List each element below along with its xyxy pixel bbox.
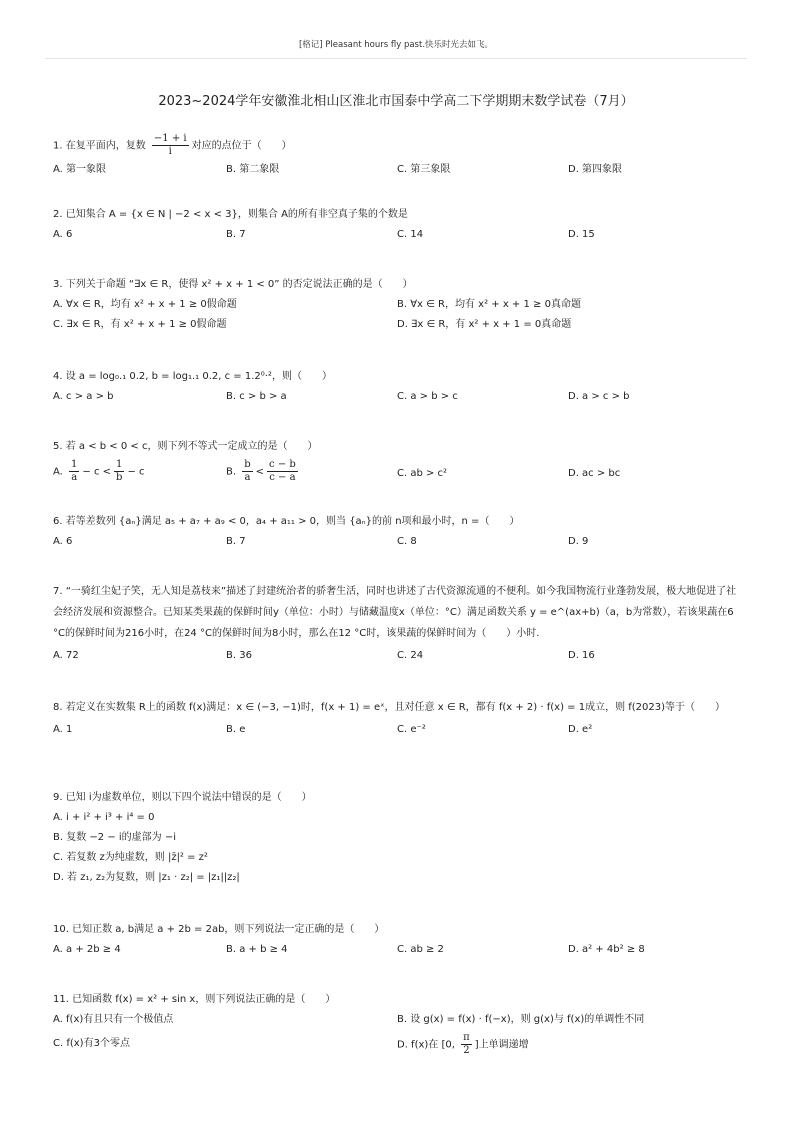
options-row [53,227,743,245]
option-d: D. f(x)在 [0, $\frac{\pi}{2}$ ]上单调递增 [397,1032,529,1056]
option-a: A. 第一象限 [53,164,107,175]
question-stem: 8. 若定义在实数集 R上的函数 f(x)满足：x ∈ (−3, −1)时，f(x + 1) = eˣ，且对任意 x ∈ R，都有 f(x + 2) · f(x) = 1成立，则 f(2023)等于（ ） [53,702,726,713]
question-6 [53,514,743,552]
options-row [53,162,743,180]
option-c: C. 8 [397,536,417,547]
option-b: B. ∀x ∈ R，均有 x² + x + 1 ≥ 0真命题 [397,299,581,310]
option-c: C. ∃x ∈ R，有 x² + x + 1 ≥ 0假命题 [53,319,227,330]
option-b: B. $\frac{b}{a}$ < $\frac{c - b}{c - a}$ [226,459,296,483]
option-b: B. 第二象限 [226,164,280,175]
options-row [53,317,743,335]
option-b: B. 7 [226,536,246,547]
options-row [53,942,743,960]
option-c: C. 24 [397,650,424,661]
options-row [53,648,743,666]
options-row [53,722,743,740]
option-d: D. ac > bc [568,468,621,479]
question-stem: 6. 若等差数列 {aₙ}满足 a₅ + a₇ + a₉ < 0，a₄ + a₁₁ > 0，则当 {aₙ}的前 n项和最小时，n =（ ） [53,516,520,527]
option-d: D. a > c > b [568,391,630,402]
question-stem: 7. “一骑红尘妃子笑，无人知是荔枝来”描述了封建统治者的骄奢生活，同时也讲述了古代资源流通的不便利。如今我国物流行业蓬勃发展，极大地促进了社会经济发展和资源整合。已知某类果蔬的保鲜时间y（单位：小时）与储藏温度x（单位：°C）满足函数关系 y = e^(ax+b)（a，b为常数），若该果蔬在6 °C的保鲜时间为216小时，在24 °C的保鲜时间为8小时，那么在12 °C时，该果蔬的保鲜时间为（ ）小时. [53,586,737,639]
option-d: D. ∃x ∈ R，有 x² + x + 1 = 0真命题 [397,319,572,330]
option-a: A. $\frac{1}{a}$ − c < $\frac{1}{b}$ − c [53,459,145,483]
option-c: C. f(x)有3个零点 [53,1038,130,1049]
option-a: A. a + 2b ≥ 4 [53,944,121,955]
question-5 [53,439,743,489]
question-stem: 3. 下列关于命题 “∃x ∈ R，使得 x² + x + 1 < 0” 的否定说法正确的是（ ） [53,279,413,290]
option-c: C. e⁻² [397,724,426,735]
options-row [53,534,743,552]
option-b: B. a + b ≥ 4 [226,944,288,955]
option-a: A. i + i² + i³ + i⁴ = 0 [53,812,155,823]
option-a: A. ∀x ∈ R，均有 x² + x + 1 ≥ 0假命题 [53,299,237,310]
question-stem: 10. 已知正数 a, b满足 a + 2b = 2ab，则下列说法一定正确的是（ ） [53,924,385,935]
option-a: A. 72 [53,650,79,661]
option-b: B. 复数 −2 − i的虚部为 −i [53,832,176,843]
page-title: 2023~2024学年安徽淮北相山区淮北市国泰中学高二下学期期末数学试卷（7月） [158,94,634,109]
option-a: A. f(x)有且只有一个极值点 [53,1014,174,1025]
header-note: [格记] Pleasant hours fly past.快乐时光去如飞。 [298,40,494,50]
question-2 [53,207,743,245]
option-b: B. 设 g(x) = f(x) · f(−x)，则 g(x)与 f(x)的单调性不同 [397,1014,645,1025]
option-b: B. 7 [226,229,246,240]
option-d: D. 第四象限 [568,164,623,175]
question-stem: 4. 设 a = log₀.₁ 0.2, b = log₁.₁ 0.2, c = 1.2⁰·²，则（ ） [53,371,332,382]
option-a: A. 6 [53,536,73,547]
option-d: D. 若 z₁, z₂为复数，则 |z₁ · z₂| = |z₁||z₂| [53,872,240,883]
options-row [53,1032,743,1058]
option-a: A. c > a > b [53,391,114,402]
options-row [53,297,743,315]
question-10 [53,922,743,960]
option-d: D. 16 [568,650,595,661]
question-1 [53,133,743,180]
option-d: D. 15 [568,229,595,240]
option-b: B. c > b > a [226,391,287,402]
question-stem: 2. 已知集合 A = {x ∈ N | −2 < x < 3}，则集合 A的所有非空真子集的个数是 [53,209,408,220]
options-column [53,810,743,886]
option-c: C. a > b > c [397,391,458,402]
option-c: C. ab ≥ 2 [397,944,444,955]
option-a: A. 6 [53,229,73,240]
option-a: A. 1 [53,724,73,735]
question-11 [53,992,743,1058]
option-d: D. 9 [568,536,589,547]
option-b: B. 36 [226,650,252,661]
question-9 [53,790,743,886]
question-4 [53,369,743,407]
fraction: $\frac{-1 + i}{i}$ [153,133,187,157]
option-c: C. 第三象限 [397,164,451,175]
option-c: C. 若复数 z为纯虚数，则 |z̄|² = z² [53,852,208,863]
question-stem: 11. 已知函数 f(x) = x² + sin x，则下列说法正确的是（ ） [53,994,336,1005]
option-c: C. ab > c² [397,468,448,479]
header-divider [45,58,747,59]
option-c: C. 14 [397,229,424,240]
options-row [53,459,743,489]
option-b: B. e [226,724,246,735]
question-7 [53,581,743,666]
question-3 [53,277,743,335]
question-stem: 5. 若 a < b < 0 < c，则下列不等式一定成立的是（ ） [53,441,318,452]
options-row [53,389,743,407]
question-8 [53,697,743,740]
options-row [53,1012,743,1030]
option-d: D. e² [568,724,593,735]
question-stem: 9. 已知 i为虚数单位，则以下四个说法中错误的是（ ） [53,792,312,803]
question-stem: 1. 在复平面内，复数 $\frac{-1 + i}{i}$ 对应的点位于（ ） [53,133,292,157]
option-d: D. a² + 4b² ≥ 8 [568,944,645,955]
